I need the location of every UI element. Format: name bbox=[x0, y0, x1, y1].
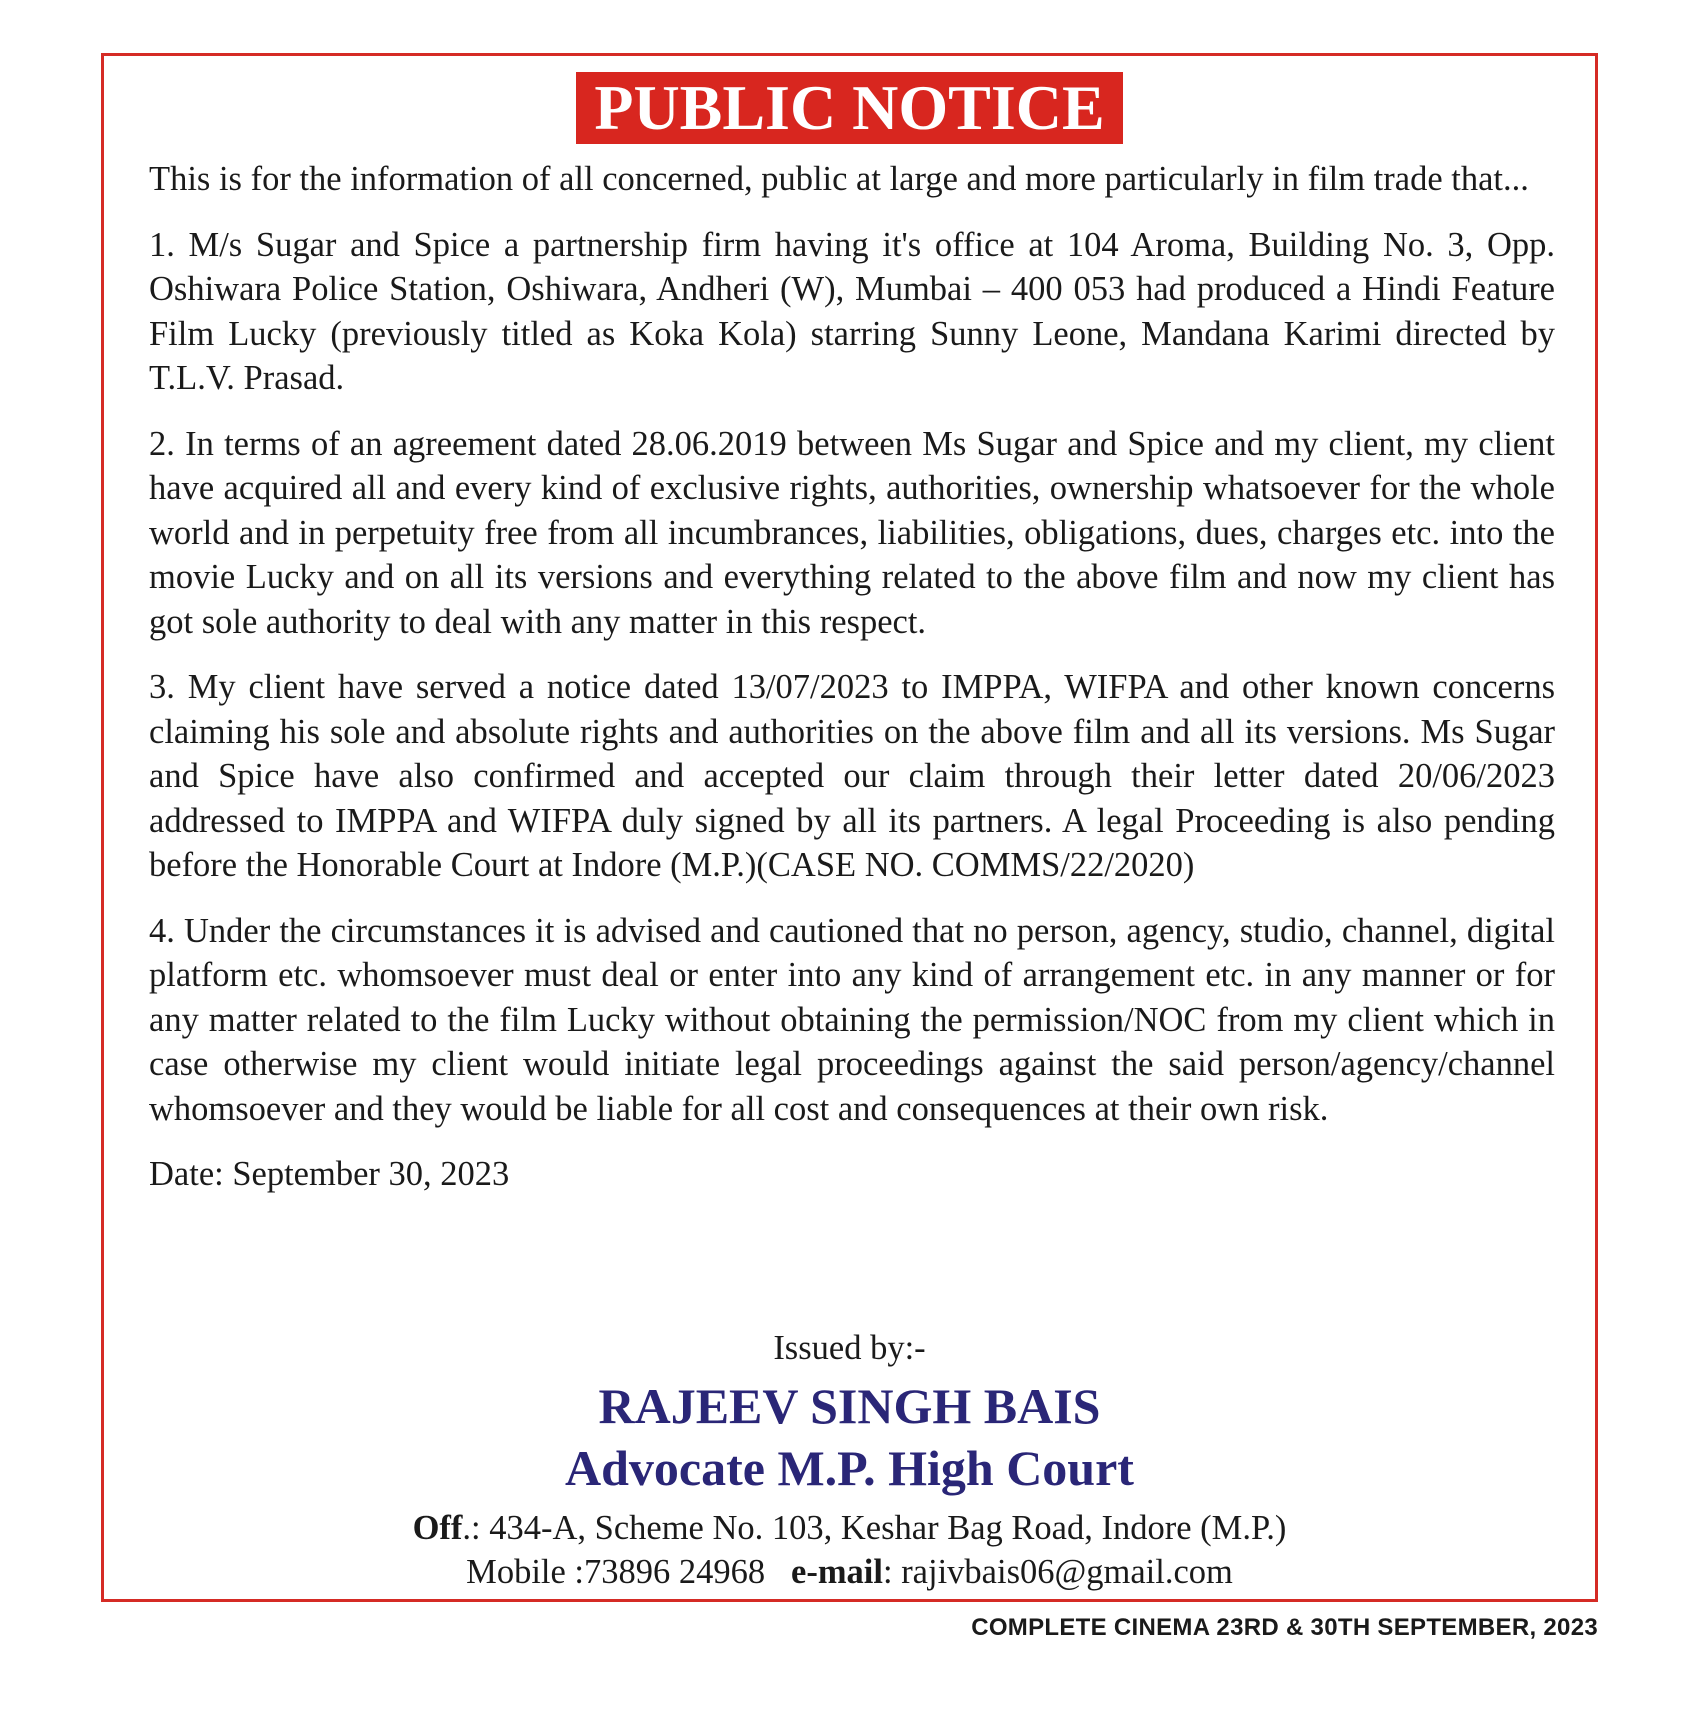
office-label: Off bbox=[412, 1509, 463, 1547]
issuer-contact bbox=[104, 1550, 1595, 1594]
issuer-office bbox=[104, 1506, 1595, 1550]
notice-intro: This is for the information of all concerned, public at large and more particularly in film trade that... bbox=[149, 160, 1529, 198]
notice-date: Date: September 30, 2023 bbox=[149, 1155, 510, 1193]
email-address: : rajivbais06@gmail.com bbox=[882, 1553, 1233, 1591]
title-wrap bbox=[104, 72, 1595, 144]
notice-frame bbox=[101, 53, 1598, 1602]
notice-paragraph-1: 1. M/s Sugar and Spice a partnership firm having it's office at 104 Aroma, Building No. 3, Opp. Oshiwara Police Station, Oshiwara, Andheri (W), Mumbai – 400 053 had produced a Hindi Feature Film Lucky (previously titled as Koka Kola) starring Sunny Leone, Mandana Karimi directed by T.L.V. Prasad. bbox=[149, 225, 1555, 397]
issuer-role: Advocate M.P. High Court bbox=[565, 1440, 1134, 1496]
office-address: .: 434-A, Scheme No. 103, Keshar Bag Road, Indore (M.P.) bbox=[462, 1509, 1287, 1547]
notice-body bbox=[149, 157, 1555, 1218]
notice-paragraph-3: 3. My client have served a notice dated 13/07/2023 to IMPPA, WIFPA and other known concerns claiming his sole and absolute rights and authorities on the above film and all its versions. Ms Sugar and Spice have also confirmed and accepted our claim through their letter dated 20/06/2023 addressed to IMPPA and WIFPA duly signed by all its partners. A legal Proceeding is also pending before the Honorable Court at Indore (M.P.)(CASE NO. COMMS/22/2020) bbox=[149, 668, 1555, 884]
issued-by: Issued by:- bbox=[773, 1329, 926, 1367]
publication-footer: COMPLETE CINEMA 23RD & 30TH SEPTEMBER, 2023 bbox=[971, 1614, 1598, 1641]
notice-paragraph-2: 2. In terms of an agreement dated 28.06.2019 between Ms Sugar and Spice and my client, my client have acquired all and every kind of exclusive rights, authorities, ownership whatsoever for the whole world and in perpetuity free from all incumbrances, liabilities, obligations, dues, charges etc. into the movie Lucky and on all its versions and everything related to the above film and now my client has got sole authority to deal with any matter in this respect. bbox=[149, 424, 1555, 641]
notice-paragraph-4: 4. Under the circumstances it is advised and cautioned that no person, agency, studio, channel, digital platform etc. whomsoever must deal or enter into any kind of arrangement etc. in any manner or for any matter related to the film Lucky without obtaining the permission/NOC from my client which in case otherwise my client would initiate legal proceedings against the said person/agency/channel whomsoever and they would be liable for all cost and consequences at their own risk. bbox=[149, 911, 1555, 1128]
notice-title: PUBLIC NOTICE bbox=[576, 72, 1122, 144]
email-label: e-mail bbox=[791, 1553, 883, 1591]
mobile-number: Mobile :73896 24968 bbox=[466, 1553, 766, 1591]
issuer-name: RAJEEV SINGH BAIS bbox=[598, 1378, 1101, 1434]
